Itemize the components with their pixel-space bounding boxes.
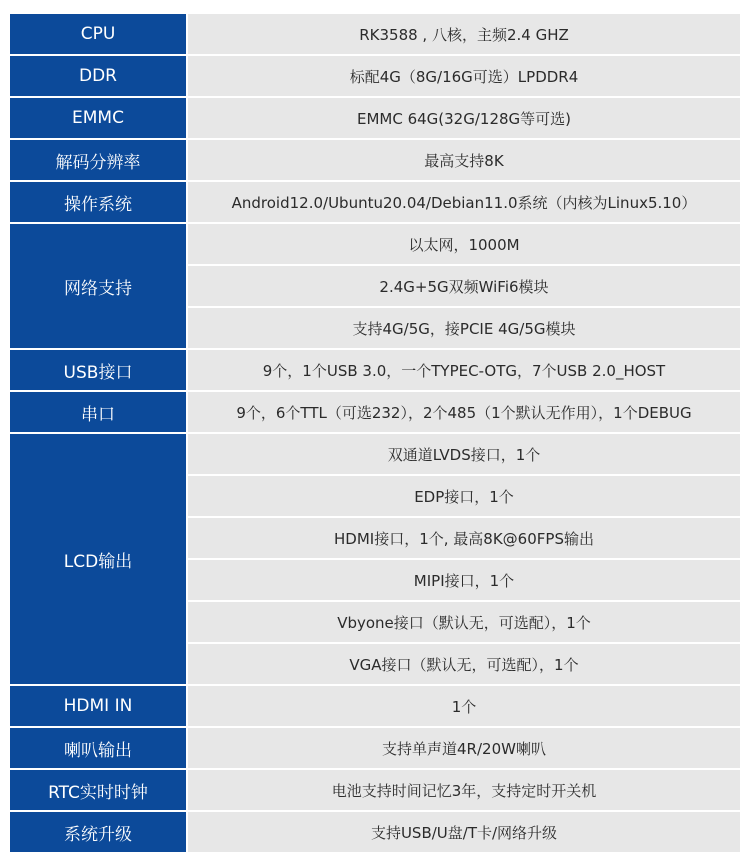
spec-values <box>188 98 740 138</box>
spec-label: 系统升级 <box>10 812 186 852</box>
spec-label: 操作系统 <box>10 182 186 222</box>
spec-value: 支持单声道4R/20W喇叭 <box>188 728 740 768</box>
spec-label: LCD输出 <box>10 434 186 684</box>
spec-values <box>188 140 740 180</box>
spec-value: 9个，1个USB 3.0，一个TYPEC-OTG，7个USB 2.0_HOST <box>188 350 740 390</box>
spec-row <box>10 770 740 810</box>
spec-value: 2.4G+5G双频WiFi6模块 <box>188 266 740 306</box>
spec-row <box>10 686 740 726</box>
spec-values <box>188 728 740 768</box>
spec-label: USB接口 <box>10 350 186 390</box>
spec-label: DDR <box>10 56 186 96</box>
spec-values <box>188 56 740 96</box>
spec-value: 9个，6个TTL（可选232），2个485（1个默认无作用），1个DEBUG <box>188 392 740 432</box>
spec-value: 支持4G/5G，接PCIE 4G/5G模块 <box>188 308 740 348</box>
spec-row <box>10 14 740 54</box>
spec-values <box>188 686 740 726</box>
spec-label: 喇叭输出 <box>10 728 186 768</box>
spec-table <box>10 14 740 852</box>
spec-label: EMMC <box>10 98 186 138</box>
spec-row <box>10 728 740 768</box>
spec-values <box>188 350 740 390</box>
spec-values <box>188 182 740 222</box>
spec-value: Android12.0/Ubuntu20.04/Debian11.0系统（内核为Linux5.10） <box>188 182 740 222</box>
spec-label: 网络支持 <box>10 224 186 348</box>
spec-value: HDMI接口，1个, 最高8K@60FPS输出 <box>188 518 740 558</box>
spec-value: MIPI接口，1个 <box>188 560 740 600</box>
spec-value: 以太网，1000M <box>188 224 740 264</box>
spec-values <box>188 224 740 348</box>
spec-value: 电池支持时间记忆3年，支持定时开关机 <box>188 770 740 810</box>
spec-values <box>188 770 740 810</box>
spec-label: 串口 <box>10 392 186 432</box>
spec-value: 1个 <box>188 686 740 726</box>
spec-row <box>10 98 740 138</box>
spec-row <box>10 140 740 180</box>
spec-value: EDP接口，1个 <box>188 476 740 516</box>
spec-value: VGA接口（默认无，可选配），1个 <box>188 644 740 684</box>
spec-values <box>188 434 740 684</box>
spec-values <box>188 812 740 852</box>
spec-label: CPU <box>10 14 186 54</box>
spec-row <box>10 224 740 348</box>
spec-value: 标配4G（8G/16G可选）LPDDR4 <box>188 56 740 96</box>
spec-row <box>10 392 740 432</box>
spec-value: Vbyone接口（默认无，可选配），1个 <box>188 602 740 642</box>
spec-value: 支持USB/U盘/T卡/网络升级 <box>188 812 740 852</box>
spec-row <box>10 56 740 96</box>
spec-label: HDMI IN <box>10 686 186 726</box>
spec-value: RK3588 , 八核，主频2.4 GHZ <box>188 14 740 54</box>
spec-row <box>10 182 740 222</box>
spec-row <box>10 434 740 684</box>
spec-value: 双通道LVDS接口，1个 <box>188 434 740 474</box>
spec-values <box>188 14 740 54</box>
spec-values <box>188 392 740 432</box>
spec-label: 解码分辨率 <box>10 140 186 180</box>
spec-row <box>10 812 740 852</box>
spec-value: 最高支持8K <box>188 140 740 180</box>
spec-row <box>10 350 740 390</box>
spec-value: EMMC 64G(32G/128G等可选) <box>188 98 740 138</box>
spec-label: RTC实时时钟 <box>10 770 186 810</box>
